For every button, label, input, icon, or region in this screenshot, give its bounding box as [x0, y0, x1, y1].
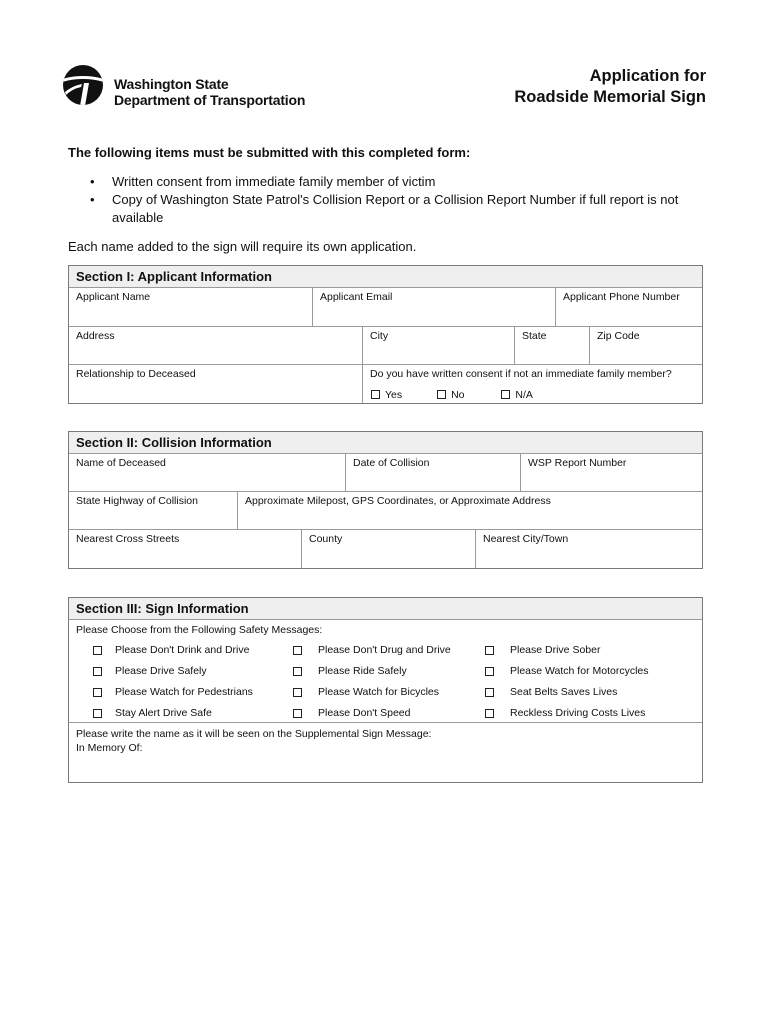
wsdot-logo-icon — [62, 64, 104, 106]
applicant-name-label: Applicant Name — [76, 291, 151, 303]
relationship-label: Relationship to Deceased — [76, 368, 196, 380]
agency-line-1: Washington State — [114, 76, 229, 92]
date-of-collision-field[interactable] — [345, 454, 520, 491]
address-row — [69, 327, 702, 365]
state-label: State — [522, 330, 547, 342]
nearest-city-label: Nearest City/Town — [483, 533, 569, 545]
zip-code-label: Zip Code — [597, 330, 640, 342]
requirements-heading: The following items must be submitted with this completed form: — [68, 145, 471, 160]
safety-message-option[interactable]: Seat Belts Saves Lives — [510, 686, 618, 698]
checkbox-icon[interactable] — [371, 390, 380, 399]
applicant-email-label: Applicant Email — [320, 291, 393, 303]
county-label: County — [309, 533, 343, 545]
applicant-email-field[interactable] — [312, 288, 555, 326]
checkbox-icon[interactable] — [485, 709, 494, 718]
name-of-deceased-field[interactable] — [69, 454, 345, 491]
section-2-title: Section II: Collision Information — [69, 432, 702, 454]
section-1-title: Section I: Applicant Information — [69, 266, 702, 288]
safety-message-option[interactable]: Reckless Driving Costs Lives — [510, 707, 646, 719]
checkbox-icon[interactable] — [293, 667, 302, 676]
safety-messages-group — [69, 620, 702, 723]
applicant-name-field[interactable] — [69, 288, 312, 326]
requirement-item: • Written consent from immediate family member of victim — [90, 173, 705, 191]
location-row — [69, 492, 702, 530]
checkbox-icon[interactable] — [293, 709, 302, 718]
safety-message-option[interactable]: Stay Alert Drive Safe — [115, 707, 212, 719]
checkbox-icon[interactable] — [485, 667, 494, 676]
safety-message-option[interactable]: Please Watch for Pedestrians — [115, 686, 253, 698]
city-field[interactable] — [362, 327, 514, 364]
supplemental-sign-field[interactable] — [69, 723, 702, 782]
nearest-city-field[interactable] — [475, 530, 702, 568]
name-of-deceased-label: Name of Deceased — [76, 457, 166, 469]
safety-messages-label: Please Choose from the Following Safety Messages: — [76, 624, 323, 636]
safety-message-option[interactable]: Please Don't Drug and Drive — [318, 644, 451, 656]
consent-no-label: No — [451, 389, 465, 401]
checkbox-icon[interactable] — [293, 646, 302, 655]
checkbox-icon[interactable] — [485, 646, 494, 655]
agency-line-2: Department of Transportation — [114, 92, 306, 108]
safety-message-option[interactable]: Please Drive Safely — [115, 665, 207, 677]
consent-yes-label: Yes — [385, 389, 403, 401]
zip-code-field[interactable] — [589, 327, 702, 364]
consent-yes-option[interactable] — [371, 389, 402, 401]
consent-na-option[interactable] — [501, 389, 533, 401]
section-collision-information — [68, 431, 703, 569]
safety-message-option[interactable]: Please Don't Speed — [318, 707, 411, 719]
document-title — [514, 66, 706, 108]
consent-question — [362, 365, 702, 403]
deceased-row — [69, 454, 702, 492]
checkbox-icon[interactable] — [293, 688, 302, 697]
in-memory-of-label: In Memory Of: — [76, 742, 143, 754]
checkbox-icon[interactable] — [501, 390, 510, 399]
relationship-row — [69, 365, 702, 403]
checkbox-icon[interactable] — [485, 688, 494, 697]
applicant-phone-label: Applicant Phone Number — [563, 291, 680, 303]
wsp-report-number-field[interactable] — [520, 454, 702, 491]
consent-options — [371, 389, 533, 401]
nearest-cross-streets-label: Nearest Cross Streets — [76, 533, 180, 545]
city-label: City — [370, 330, 389, 342]
section-3-title: Section III: Sign Information — [69, 598, 702, 620]
consent-question-label: Do you have written consent if not an immediate family member? — [370, 368, 672, 380]
consent-no-option[interactable] — [437, 389, 464, 401]
section-applicant-information — [68, 265, 703, 404]
title-line-1: Application for — [589, 67, 706, 85]
checkbox-icon[interactable] — [437, 390, 446, 399]
state-highway-label: State Highway of Collision — [76, 495, 198, 507]
checkbox-icon[interactable] — [93, 688, 102, 697]
date-of-collision-label: Date of Collision — [353, 457, 430, 469]
consent-na-label: N/A — [515, 389, 533, 401]
nearest-cross-streets-field[interactable] — [69, 530, 301, 568]
section-sign-information — [68, 597, 703, 783]
agency-name — [114, 76, 305, 108]
milepost-field[interactable] — [237, 492, 702, 529]
county-field[interactable] — [301, 530, 475, 568]
applicant-phone-field[interactable] — [555, 288, 702, 326]
safety-message-option[interactable]: Please Drive Sober — [510, 644, 601, 656]
supplemental-sign-label: Please write the name as it will be seen on the Supplemental Sign Message: — [76, 728, 432, 740]
applicant-row — [69, 288, 702, 327]
checkbox-icon[interactable] — [93, 646, 102, 655]
state-field[interactable] — [514, 327, 589, 364]
title-line-2: Roadside Memorial Sign — [514, 88, 706, 106]
milepost-label: Approximate Milepost, GPS Coordinates, or Approximate Address — [245, 495, 551, 507]
safety-message-option[interactable]: Please Ride Safely — [318, 665, 407, 677]
address-field[interactable] — [69, 327, 362, 364]
address-label: Address — [76, 330, 115, 342]
checkbox-icon[interactable] — [93, 709, 102, 718]
safety-message-option[interactable]: Please Watch for Motorcycles — [510, 665, 649, 677]
state-highway-field[interactable] — [69, 492, 237, 529]
safety-message-option[interactable]: Please Don't Drink and Drive — [115, 644, 250, 656]
streets-row — [69, 530, 702, 568]
application-note: Each name added to the sign will require its own application. — [68, 239, 417, 254]
checkbox-icon[interactable] — [93, 667, 102, 676]
requirement-item: • Copy of Washington State Patrol's Collision Report or a Collision Report Number if full report is not available — [90, 191, 705, 227]
safety-message-option[interactable]: Please Watch for Bicycles — [318, 686, 439, 698]
wsp-report-number-label: WSP Report Number — [528, 457, 627, 469]
requirements-list — [90, 173, 705, 227]
relationship-field[interactable] — [69, 365, 362, 403]
